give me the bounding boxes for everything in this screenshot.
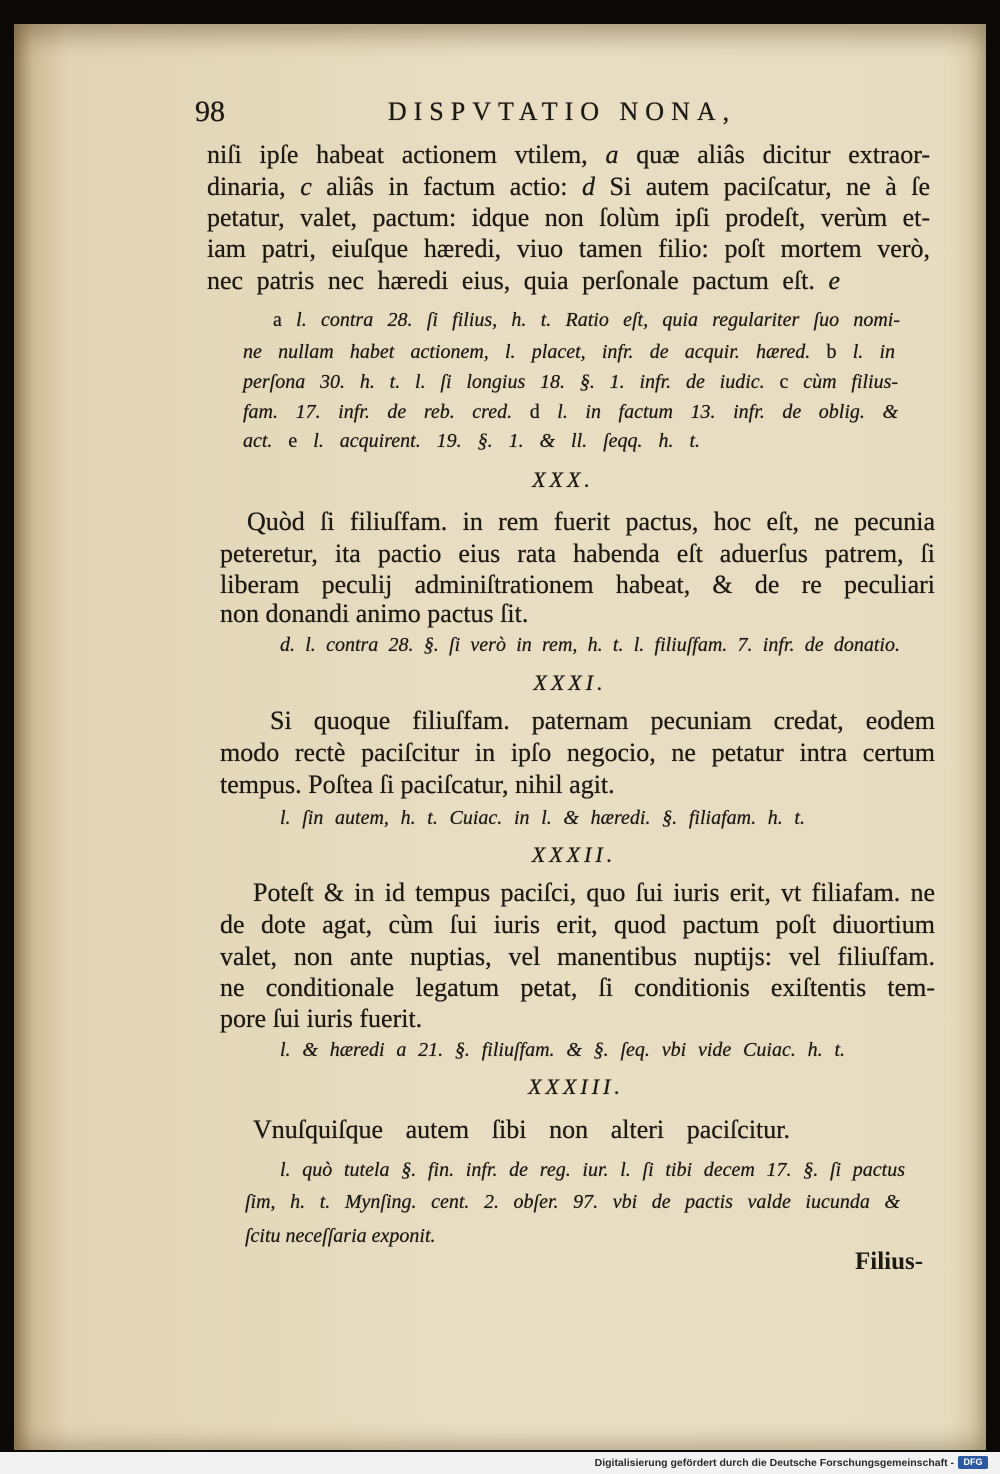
body-line: liberam peculij adminiſtrationem habeat, & de re peculiari bbox=[220, 570, 935, 599]
body-line: pore ſui iuris fuerit. bbox=[220, 1004, 423, 1033]
reference-mark: a bbox=[605, 140, 619, 169]
body-line: valet, non ante nuptias, vel manentibus nuptijs: vel filiuſfam. bbox=[220, 942, 935, 971]
body-line bbox=[207, 233, 930, 265]
footnote-text: perſona 30. h. t. l. ſi longius 18. §. 1. infr. de iudic. bbox=[243, 371, 765, 393]
digitization-footer bbox=[0, 1452, 1000, 1474]
footnote-text: l. in factum 13. infr. de oblig. & bbox=[557, 401, 899, 423]
footnote-text: l. in bbox=[852, 341, 896, 363]
thesis-number: XXXIII. bbox=[528, 1074, 624, 1099]
reference-mark: c bbox=[300, 172, 312, 201]
body-text: dinaria, bbox=[207, 172, 286, 201]
body-line bbox=[207, 202, 930, 234]
body-line bbox=[207, 265, 840, 297]
body-text: niſi ipſe habeat actionem vtilem, bbox=[207, 140, 588, 169]
body-text: iam patri, eiuſque hæredi, viuo tamen filio: poſt mortem verò, bbox=[207, 234, 930, 263]
footnote-text: l. acquirent. 19. §. 1. & ll. ſeqq. h. t. bbox=[313, 430, 701, 452]
body-line: modo rectè paciſcitur in ipſo negocio, ne petatur intra certum bbox=[220, 738, 935, 767]
footnote-text: cùm filius- bbox=[803, 371, 899, 393]
footnote-marker: d bbox=[529, 401, 540, 423]
footnote-line: l. & hæredi a 21. §. filiuſfam. & §. ſeq. vbi vide Cuiac. h. t. bbox=[280, 1039, 845, 1061]
funding-credit: Digitalisierung gefördert durch die Deutsche Forschungsgemeinschaft - bbox=[594, 1457, 954, 1469]
footnote-marker: c bbox=[779, 371, 789, 393]
body-line: de dote agat, cùm ſui iuris erit, quod pactum poſt diuortium bbox=[220, 910, 935, 939]
footnote-marker: a bbox=[273, 309, 282, 331]
footnote-line: ſim, h. t. Mynſing. cent. 2. obſer. 97. vbi de pactis valde iucunda & bbox=[245, 1191, 900, 1213]
reference-mark: e bbox=[828, 266, 841, 295]
running-title: DISPVTATIO NONA, bbox=[387, 97, 737, 126]
footnote-line: d. l. contra 28. §. ſi verò in rem, h. t. l. filiuſfam. 7. infr. de donatio. bbox=[280, 634, 900, 656]
reference-mark: d bbox=[582, 172, 596, 201]
footnote-line bbox=[243, 397, 898, 427]
catchword: Filius- bbox=[855, 1248, 924, 1275]
footnote-text: ne nullam habet actionem, l. placet, infr. de acquir. hæred. bbox=[243, 341, 811, 363]
thesis-number: XXXI. bbox=[533, 670, 607, 695]
body-line: Poteſt & in id tempus paciſci, quo ſui iuris erit, vt filiafam. ne bbox=[253, 878, 935, 907]
body-line: Vnuſquiſque autem ſibi non alteri paciſcitur. bbox=[253, 1115, 790, 1144]
footnote-text: fam. 17. infr. de reb. cred. bbox=[243, 401, 513, 423]
footnote-line bbox=[243, 426, 700, 456]
footnote-line bbox=[243, 337, 895, 367]
body-text: quæ aliâs dicitur extraor- bbox=[636, 140, 931, 169]
body-text: nec patris nec hæredi eius, quia perſonale pactum eſt. bbox=[207, 266, 815, 295]
thesis-number: XXX. bbox=[532, 467, 594, 492]
footnote-marker: e bbox=[288, 430, 298, 452]
body-line bbox=[207, 139, 930, 171]
footnote-line: l. ſin autem, h. t. Cuiac. in l. & hæredi. §. filiafam. h. t. bbox=[280, 807, 805, 829]
body-line: Si quoque filiuſfam. paternam pecuniam credat, eodem bbox=[270, 706, 935, 735]
body-line: tempus. Poſtea ſi paciſcatur, nihil agit. bbox=[220, 770, 615, 799]
body-text: Si autem paciſcatur, ne à ſe bbox=[609, 172, 931, 201]
dfg-logo: DFG bbox=[958, 1456, 988, 1469]
page-number: 98 bbox=[195, 95, 225, 128]
footnote-marker: b bbox=[826, 341, 837, 363]
footnote-line: ſcitu neceſſaria exponit. bbox=[245, 1225, 436, 1247]
footnote-line bbox=[273, 305, 900, 335]
body-text: petatur, valet, pactum: idque non ſolùm ipſi prodeſt, verùm et- bbox=[207, 203, 930, 232]
body-line: Quòd ſi filiuſfam. in rem fuerit pactus, hoc eſt, ne pecunia bbox=[247, 507, 935, 536]
footnote-text: act. bbox=[243, 430, 273, 452]
footnote-line: l. quò tutela §. fin. infr. de reg. iur. l. ſi tibi decem 17. §. ſi pactus bbox=[280, 1159, 905, 1181]
footnote-line bbox=[243, 367, 898, 397]
body-line bbox=[207, 171, 930, 203]
footnote-text: l. contra 28. ſi filius, h. t. Ratio eſt, quia regulariter ſuo nomi- bbox=[296, 309, 901, 331]
body-text: aliâs in factum actio: bbox=[326, 172, 568, 201]
thesis-number: XXXII. bbox=[531, 842, 617, 867]
body-line: peteretur, ita pactio eius rata habenda eſt aduerſus patrem, ſi bbox=[220, 539, 935, 568]
body-line: non donandi animo pactus ſit. bbox=[220, 599, 529, 628]
body-line: ne conditionale legatum petat, ſi conditionis exiſtentis tem- bbox=[220, 973, 935, 1002]
